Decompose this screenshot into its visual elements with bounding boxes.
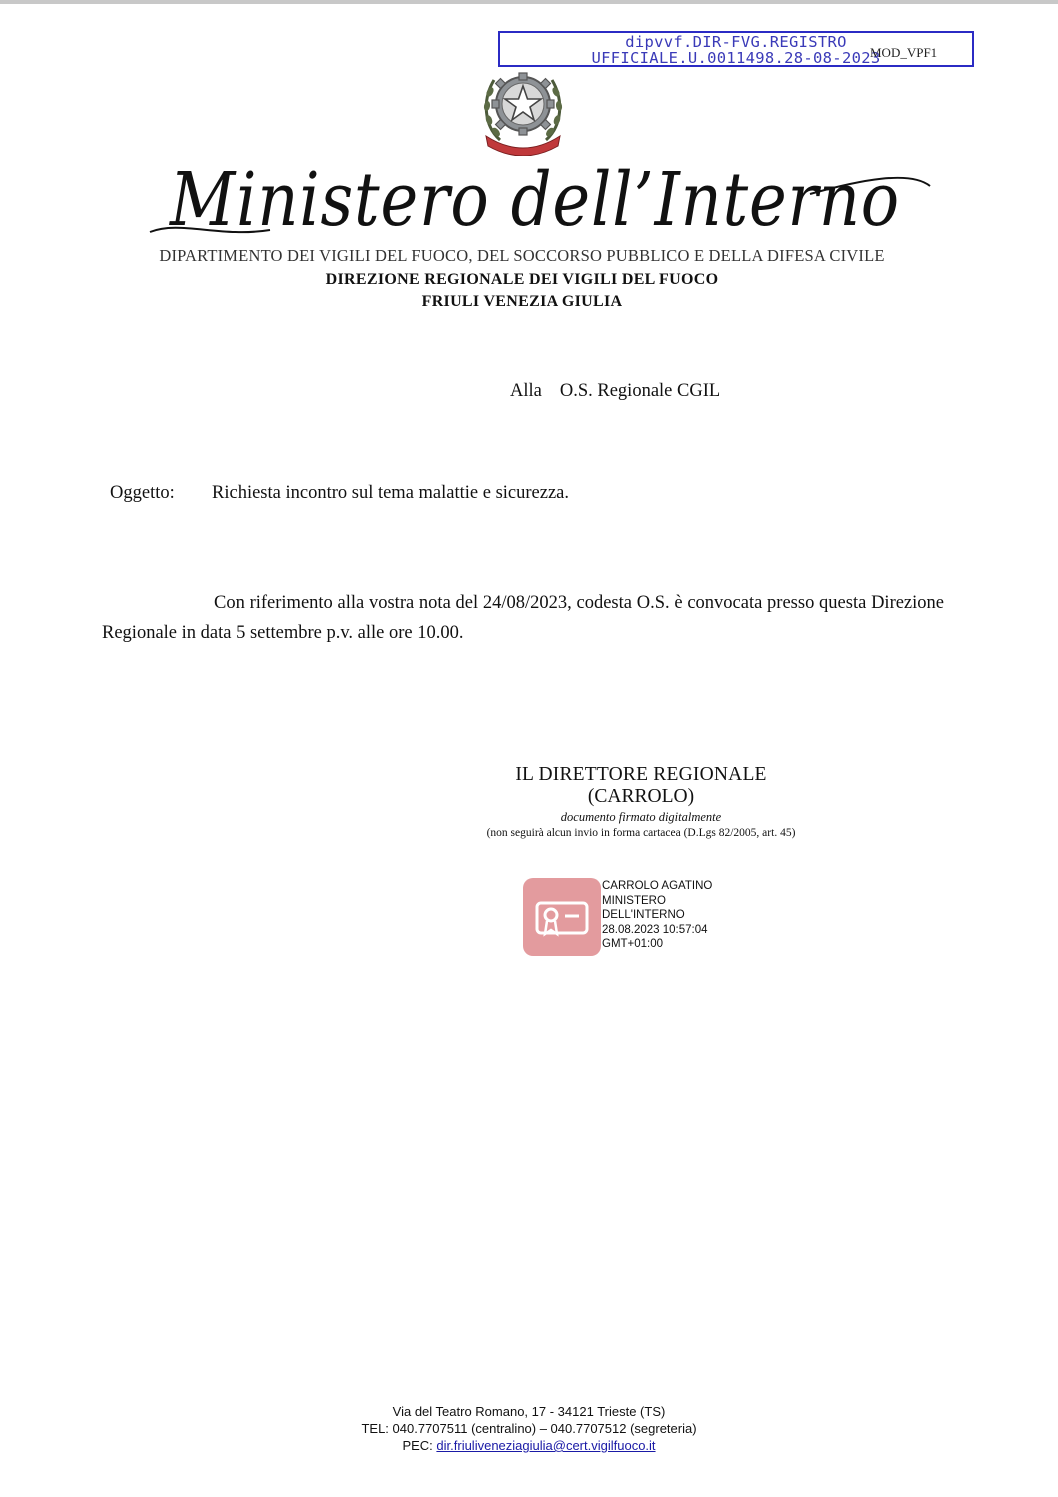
signature-line: CARROLO AGATINO xyxy=(602,880,713,892)
protocol-line-1: dipvvf.DIR-FVG.REGISTRO xyxy=(625,33,847,51)
signature-line: GMT+01:00 xyxy=(602,938,664,950)
subject-label: Oggetto: xyxy=(110,483,175,503)
department-name: DIPARTIMENTO DEI VIGILI DEL FUOCO, DEL SOCCORSO PUBBLICO E DELLA DIFESA CIVILE xyxy=(159,246,885,265)
ministry-title-text: Ministero dell’Interno xyxy=(168,157,900,243)
signature-block xyxy=(440,764,842,839)
ministry-title xyxy=(120,150,950,250)
footer xyxy=(200,1403,858,1454)
region-name: FRIULI VENEZIA GIULIA xyxy=(421,293,623,310)
pec-label: PEC: xyxy=(402,1438,433,1453)
certificate-icon xyxy=(523,878,601,956)
italian-republic-emblem-icon xyxy=(478,64,568,156)
pec-email-link[interactable]: dir.friuliveneziagiulia@cert.vigilfuoco.it xyxy=(436,1438,656,1453)
page-top-border xyxy=(0,0,1058,4)
signature-line: MINISTERO xyxy=(602,894,666,907)
signature-line: 28.08.2023 10:57:04 xyxy=(602,923,708,936)
signer-name: (CARROLO) xyxy=(587,786,695,807)
protocol-line-2: UFFICIALE.U.0011498.28-08-2023 xyxy=(591,49,881,67)
digital-signature-details xyxy=(602,879,762,952)
footer-pec xyxy=(200,1437,858,1454)
addressee-recipient: O.S. Regionale CGIL xyxy=(559,381,721,401)
addressee-prefix: Alla xyxy=(510,381,542,401)
body-paragraph: Con riferimento alla vostra nota del 24/08/2023, codesta O.S. è convocata presso questa Direzione Regionale in data 5 settembre p.v. alle ore 10.00. xyxy=(102,593,944,643)
form-code: MOD_VPF1 xyxy=(870,45,938,60)
directorate-name: DIREZIONE REGIONALE DEI VIGILI DEL FUOCO xyxy=(325,271,719,288)
signer-title: IL DIRETTORE REGIONALE xyxy=(515,764,767,785)
footer-phone: TEL: 040.7707511 (centralino) – 040.7707512 (segreteria) xyxy=(361,1421,697,1436)
digitally-signed-note: documento firmato digitalmente xyxy=(560,810,722,824)
subject-text: Richiesta incontro sul tema malattie e sicurezza. xyxy=(212,483,570,503)
signature-line: DELL'INTERNO xyxy=(602,909,685,921)
footer-address: Via del Teatro Romano, 17 - 34121 Trieste (TS) xyxy=(392,1404,666,1419)
addressee xyxy=(510,381,720,402)
legal-note: (non seguirà alcun invio in forma cartacea (D.Lgs 82/2005, art. 45) xyxy=(486,827,796,839)
